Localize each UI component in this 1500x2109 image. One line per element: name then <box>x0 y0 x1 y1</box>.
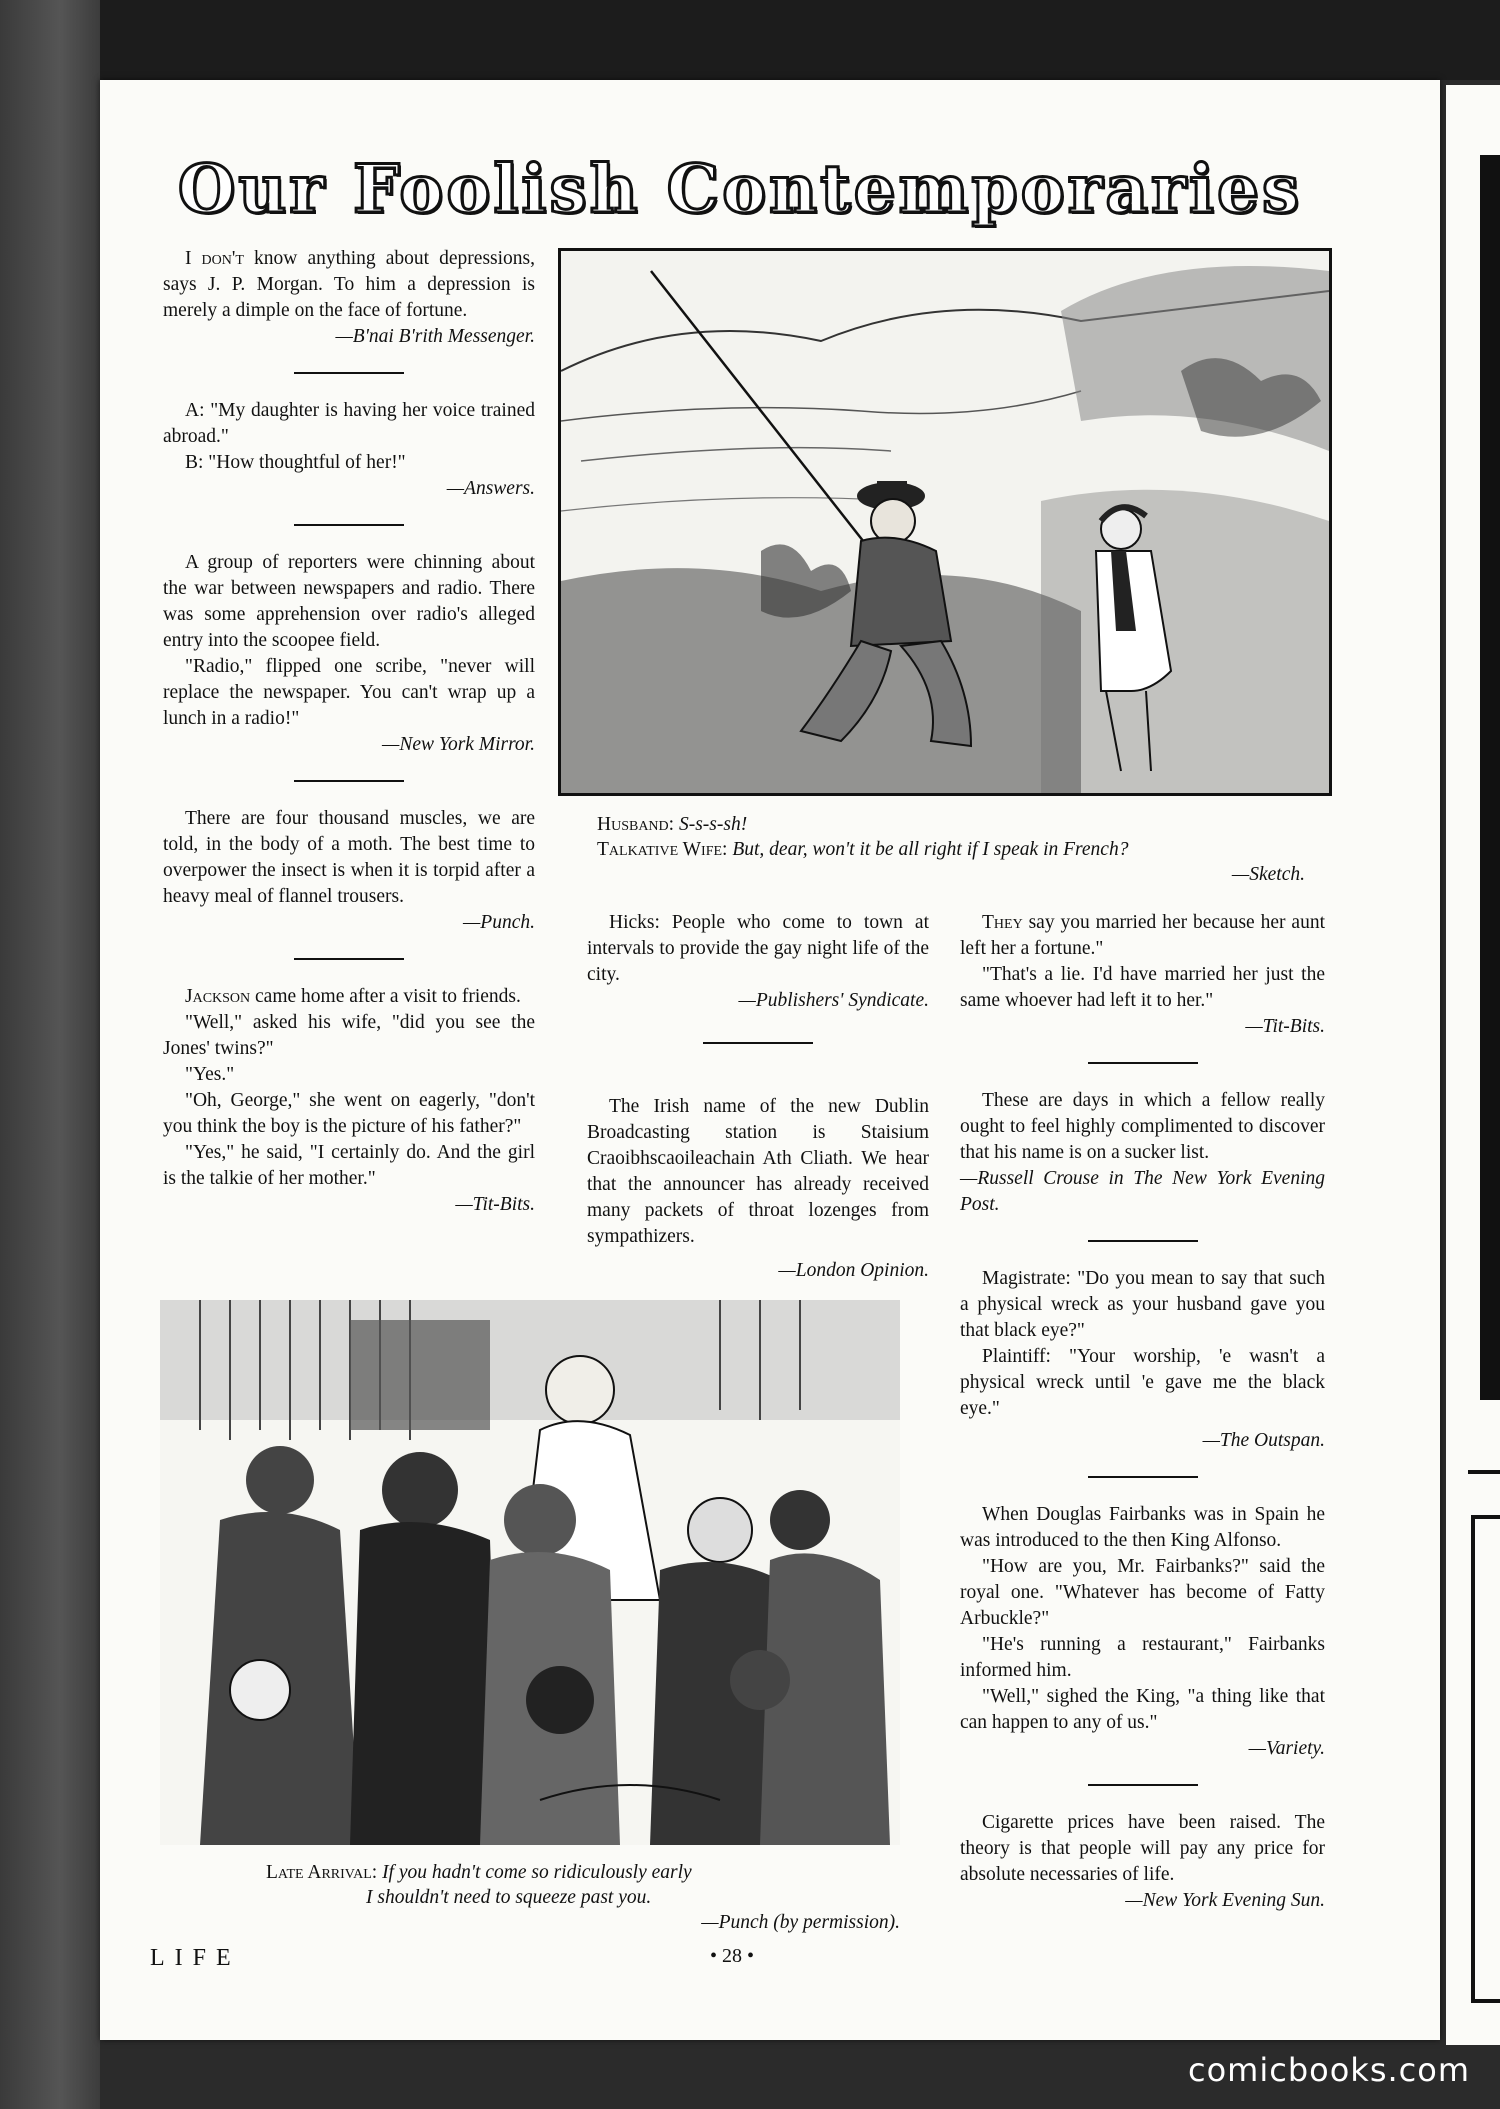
facing-page-edge <box>1446 85 1500 2045</box>
magazine-name: LIFE <box>150 1945 241 1971</box>
joke-source: —Variety. <box>1248 1738 1325 1759</box>
joke-paragraph: Plaintiff: "Your worship, 'e wasn't a physical wreck until 'e gave me the black eye." <box>960 1346 1325 1419</box>
scan-background-top <box>0 0 1500 80</box>
joke-paragraph: The Irish name of the new Dublin Broadcasting station is Staisium Craoibhscaoileachain Ath Cliath. We hear that the announcer has already received many packets of throat lozenges from sympathizers. <box>587 1096 929 1247</box>
joke-source: —Tit-Bits. <box>1245 1016 1325 1037</box>
joke-paragraph: A group of reporters were chinning about the war between newspapers and radio. There was some apprehension over radio's alleged entry into the scoopee field. <box>163 552 535 651</box>
joke-paragraph: When Douglas Fairbanks was in Spain he was introduced to the then King Alfonso. <box>960 1504 1325 1551</box>
caption-source: —Punch (by permission). <box>701 1912 900 1933</box>
divider <box>1088 1062 1198 1064</box>
fishing-illustration <box>561 251 1329 793</box>
joke-paragraph: "Oh, George," she went on eagerly, "don't you think the boy is the picture of his father?" <box>163 1090 535 1137</box>
joke-paragraph: "Yes," he said, "I certainly do. And the girl is the talkie of her mother." <box>163 1142 535 1189</box>
cartoon-theatre-caption <box>240 1860 900 1935</box>
joke-source: —Tit-Bits. <box>455 1194 535 1215</box>
joke-paragraph: There are four thousand muscles, we are told, in the body of a moth. The best time to overpower the insect is when it is torpid after a heavy meal of flannel trousers. <box>163 808 535 907</box>
joke-paragraph: "That's a lie. I'd have married her just the same whoever had left it to her." <box>960 964 1325 1011</box>
column-middle <box>587 910 929 1284</box>
joke-source: —B'nai B'rith Messenger. <box>335 326 535 347</box>
caption-line: Husband: S-s-s-sh! <box>597 814 748 835</box>
scan-background-left <box>0 0 100 2109</box>
joke-source: —New York Mirror. <box>382 734 535 755</box>
page-number: • 28 • <box>710 1945 755 1967</box>
joke-source: —Publishers' Syndicate. <box>738 990 929 1011</box>
joke-paragraph: "How are you, Mr. Fairbanks?" said the royal one. "Whatever has become of Fatty Arbuckle?" <box>960 1556 1325 1629</box>
joke-paragraph: B: "How thoughtful of her!" <box>185 452 406 473</box>
joke-paragraph: "Radio," flipped one scribe, "never will replace the newspaper. You can't wrap up a lunch in a radio!" <box>163 656 535 729</box>
joke-source: —London Opinion. <box>778 1260 929 1281</box>
column-left <box>163 246 535 1218</box>
facing-page-illustration <box>1480 155 1500 1400</box>
joke-paragraph: Cigarette prices have been raised. The theory is that people will pay any price for absolute necessaries of life. <box>960 1812 1325 1885</box>
joke-paragraph: "Well," asked his wife, "did you see the Jones' twins?" <box>163 1012 535 1059</box>
joke-source: —Russell Crouse in The New York Evening Post. <box>960 1168 1325 1215</box>
watermark: comicbooks.com <box>1187 2051 1470 2089</box>
divider <box>294 958 404 960</box>
joke-paragraph: Magistrate: "Do you mean to say that such a physical wreck as your husband gave you that black eye?" <box>960 1268 1325 1341</box>
joke-paragraph: They say you married her because her aunt left her a fortune." <box>960 912 1325 959</box>
theatre-illustration <box>160 1300 900 1845</box>
joke-source: —New York Evening Sun. <box>1125 1890 1325 1911</box>
cartoon-fishing-caption <box>597 812 1317 887</box>
caption-line: I shouldn't need to squeeze past you. <box>366 1887 652 1908</box>
caption-line: Late Arrival: If you hadn't come so ridiculously early <box>266 1862 692 1883</box>
joke-paragraph: "Well," sighed the King, "a thing like that can happen to any of us." <box>960 1686 1325 1733</box>
joke-source: —The Outspan. <box>1202 1430 1325 1451</box>
joke-paragraph: Hicks: People who come to town at intervals to provide the gay night life of the city. <box>587 912 929 985</box>
joke-paragraph: Jackson came home after a visit to friends. <box>185 986 521 1007</box>
joke-paragraph: A: "My daughter is having her voice trained abroad." <box>163 400 535 447</box>
caption-line: Talkative Wife: But, dear, won't it be all right if I speak in French? <box>597 839 1129 860</box>
joke-source: —Punch. <box>462 912 535 933</box>
joke-paragraph: I don't know anything about depressions, says J. P. Morgan. To him a depression is merely a dimple on the face of fortune. <box>163 248 536 321</box>
page-title: Our Foolish Contemporaries <box>177 150 1303 228</box>
divider <box>703 1042 813 1044</box>
divider <box>294 372 404 374</box>
divider <box>1088 1240 1198 1242</box>
divider <box>294 780 404 782</box>
facing-page-rule <box>1468 1470 1500 1474</box>
divider <box>1088 1476 1198 1478</box>
divider <box>1088 1784 1198 1786</box>
joke-paragraph: "Yes." <box>185 1064 235 1085</box>
cartoon-theatre <box>160 1300 900 1845</box>
column-right <box>960 910 1325 1914</box>
joke-paragraph: "He's running a restaurant," Fairbanks informed him. <box>960 1634 1325 1681</box>
divider <box>294 524 404 526</box>
caption-source: —Sketch. <box>1231 864 1305 885</box>
joke-source: —Answers. <box>446 478 535 499</box>
facing-page-frame <box>1471 1515 1500 2003</box>
joke-paragraph: These are days in which a fellow really ought to feel highly complimented to discover that his name is on a sucker list. <box>960 1090 1325 1163</box>
cartoon-fishing <box>558 248 1332 796</box>
